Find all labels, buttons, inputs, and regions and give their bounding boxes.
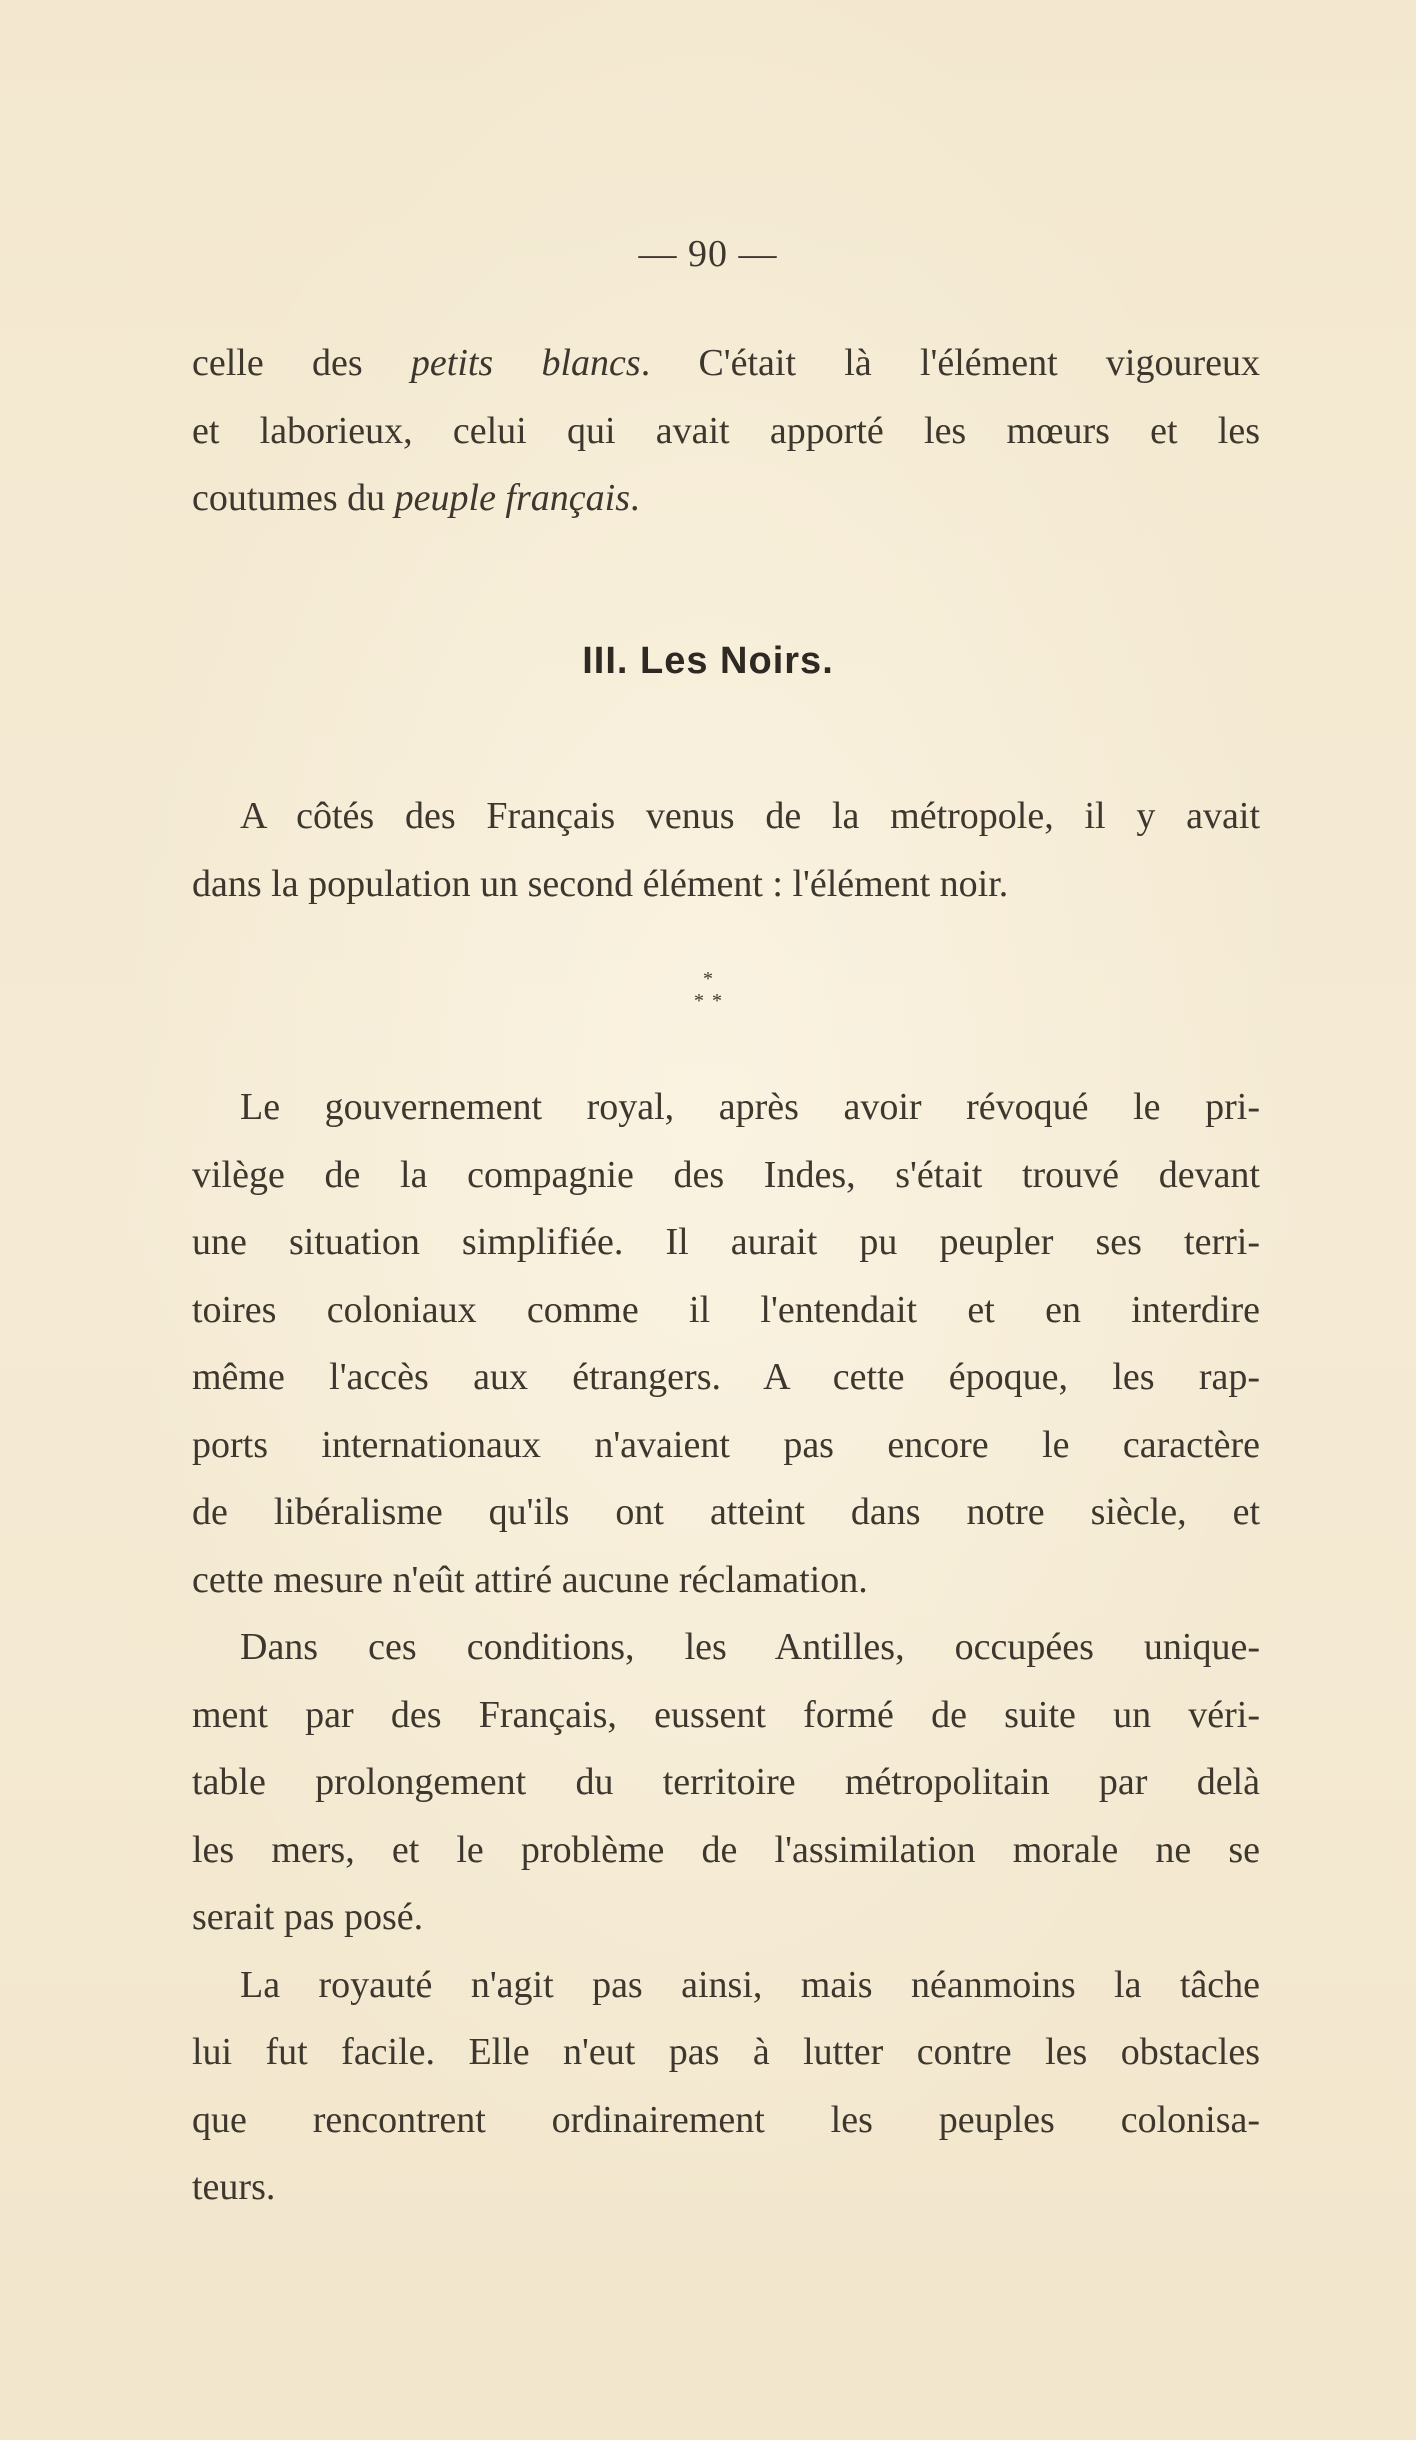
text-line xyxy=(192,1412,1260,1480)
italic-text: petits blancs xyxy=(410,342,641,384)
text-line xyxy=(192,1277,1260,1345)
text-line xyxy=(192,1682,1260,1750)
text-run: Dans ces conditions, les Antilles, occupées unique- xyxy=(240,1626,1260,1668)
text-line xyxy=(192,1952,1260,2020)
text-line xyxy=(192,1142,1260,1210)
text-run: vilège de la compagnie des Indes, s'était trouvé devant xyxy=(192,1153,1260,1196)
text-run: Le gouvernement royal, après avoir révoqué le pri- xyxy=(240,1086,1260,1128)
text-run: et laborieux, celui qui avait apporté les mœurs et les xyxy=(192,409,1260,452)
text-line xyxy=(192,398,1260,466)
body-paragraphs xyxy=(192,1074,1260,2222)
text-run: teurs. xyxy=(192,2166,276,2208)
text-line xyxy=(192,2019,1260,2087)
section-heading: III. Les Noirs. xyxy=(582,640,834,682)
text-run: table prolongement du territoire métropolitain par delà xyxy=(192,1761,1260,1803)
text-run: dans la population un second élément : l'élément noir. xyxy=(192,862,1009,905)
text-run: . C'était là l'élément vigoureux xyxy=(640,342,1260,384)
asterism-star-left: * xyxy=(694,990,704,1012)
text-line xyxy=(192,1479,1260,1547)
text-run: ment par des Français, eussent formé de suite un véri- xyxy=(192,1693,1260,1736)
text-run: cette mesure n'eût attiré aucune réclamation. xyxy=(192,1558,868,1601)
page-number: — 90 — xyxy=(638,233,778,275)
text-line xyxy=(192,783,1260,851)
text-run: serait pas posé. xyxy=(192,1896,424,1938)
text-line xyxy=(192,330,1260,398)
text-run: toires coloniaux comme il l'entendait et en interdire xyxy=(192,1288,1260,1331)
text-line xyxy=(192,1547,1260,1615)
section-paragraph xyxy=(192,783,1260,918)
text-line xyxy=(192,1749,1260,1817)
text-run: même l'accès aux étrangers. A cette époque, les rap- xyxy=(192,1356,1260,1398)
text-run: A côtés des Français venus de la métropole, il y avait xyxy=(240,795,1260,837)
asterism-divider xyxy=(0,968,1416,1012)
text-line xyxy=(192,2154,1260,2222)
text-run: une situation simplifiée. Il aurait pu peupler ses terri- xyxy=(192,1221,1260,1263)
text-line xyxy=(192,1344,1260,1412)
text-line xyxy=(192,1817,1260,1885)
asterism-star-top: * xyxy=(703,968,713,990)
text-run: lui fut facile. Elle n'eut pas à lutter contre les obstacles xyxy=(192,2031,1260,2073)
text-run: que rencontrent ordinairement les peuples colonisa- xyxy=(192,2098,1260,2141)
text-run: coutumes du xyxy=(192,477,395,519)
text-line xyxy=(192,851,1260,919)
text-line xyxy=(192,1074,1260,1142)
text-run: de libéralisme qu'ils ont atteint dans notre siècle, et xyxy=(192,1491,1260,1533)
text-run: les mers, et le problème de l'assimilation morale ne se xyxy=(192,1828,1260,1871)
text-line xyxy=(192,1614,1260,1682)
asterism-star-right: * xyxy=(712,990,722,1012)
text-run: La royauté n'agit pas ainsi, mais néanmoins la tâche xyxy=(240,1963,1260,2006)
text-line xyxy=(192,1209,1260,1277)
text-line xyxy=(192,465,1260,533)
intro-paragraph xyxy=(192,330,1260,533)
text-run: ports internationaux n'avaient pas encore le caractère xyxy=(192,1423,1260,1466)
asterism-stars-bottom xyxy=(0,990,1416,1012)
text-line xyxy=(192,2087,1260,2155)
text-run: celle des xyxy=(192,342,411,384)
italic-text: peuple français xyxy=(394,477,630,519)
text-run: . xyxy=(630,477,640,519)
text-line xyxy=(192,1884,1260,1952)
